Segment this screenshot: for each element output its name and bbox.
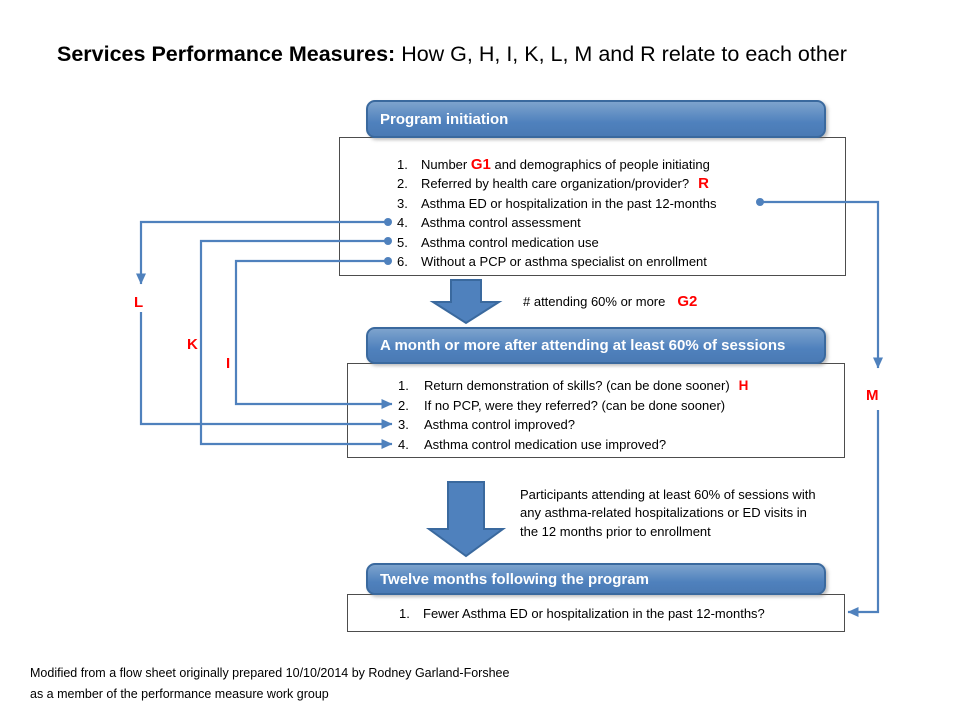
- measure-label-m: M: [866, 387, 879, 404]
- measure-label-k: K: [187, 336, 198, 353]
- footer-note: [30, 663, 509, 704]
- item-number: 4.: [398, 436, 409, 452]
- flow-arrow-1-text: # attending 60% or more: [523, 294, 666, 309]
- box1-header-bar: [366, 100, 826, 138]
- box3-twelve-months: [347, 594, 845, 632]
- measure-code-r: R: [698, 175, 709, 193]
- flow-arrow-2-icon: [429, 482, 503, 556]
- measure-code-g2: G2: [677, 293, 698, 310]
- list-item: [348, 376, 844, 396]
- flow-arrow-1-icon: [433, 280, 499, 323]
- page-title-bold: Services Performance Measures:: [57, 42, 396, 66]
- list-item: [348, 435, 844, 455]
- item-text: If no PCP, were they referred? (can be done sooner): [424, 397, 726, 413]
- measure-code-g1: G1: [470, 156, 491, 173]
- list-item: [340, 213, 845, 232]
- item-number: 2.: [398, 397, 409, 413]
- box1-header-title: Program initiation: [380, 110, 509, 128]
- list-item: [340, 194, 845, 213]
- item-number: 4.: [397, 215, 408, 231]
- page-title-rest: How G, H, I, K, L, M and R relate to each other: [395, 42, 847, 66]
- measure-code-h: H: [738, 378, 749, 393]
- flow-arrow-1-label: [523, 293, 697, 310]
- list-item: [348, 605, 844, 622]
- footer-line-1: Modified from a flow sheet originally prepared 10/10/2014 by Rodney Garland-Forshee: [30, 666, 510, 680]
- measure-label-i: I: [226, 355, 231, 372]
- item-text: [421, 155, 710, 174]
- list-item: [348, 415, 844, 435]
- item-text-pre: Referred by health care organization/provider?: [421, 176, 690, 192]
- list-item: [340, 155, 845, 174]
- box2-header-bar: [366, 327, 826, 364]
- measure-label-l: L: [134, 294, 144, 311]
- box2-header-title: A month or more after attending at least 60% of sessions: [380, 337, 786, 354]
- item-number: 3.: [397, 195, 408, 211]
- item-number: 1.: [398, 378, 409, 393]
- item-text: Asthma control medication use: [421, 234, 599, 250]
- item-text: Asthma control improved?: [424, 417, 576, 433]
- box2-after-sessions: [347, 363, 845, 458]
- list-item: [340, 252, 845, 271]
- list-item: [340, 174, 845, 193]
- footer-line-2: as a member of the performance measure work group: [30, 686, 329, 701]
- item-number: 1.: [397, 157, 408, 172]
- item-text: Asthma control medication use improved?: [424, 436, 667, 452]
- item-text: Asthma ED or hospitalization in the past 12-months: [421, 195, 717, 211]
- connector-m-lower: [848, 410, 878, 612]
- item-number: 2.: [397, 176, 408, 192]
- list-item: [348, 396, 844, 416]
- item-number: 3.: [398, 417, 409, 433]
- item-number: 6.: [397, 253, 408, 269]
- item-text: [424, 376, 748, 396]
- box3-header-title: Twelve months following the program: [380, 570, 649, 588]
- box3-header-bar: [366, 563, 826, 595]
- item-text-pre: Return demonstration of skills? (can be done sooner): [424, 378, 730, 393]
- item-text: Fewer Asthma ED or hospitalization in the past 12-months?: [423, 606, 765, 621]
- flow-arrow-2-label: Participants attending at least 60% of sessions with any asthma-related hospitalizations or ED visits in the 12 months prior to enrollment: [520, 487, 816, 539]
- list-item: [340, 233, 845, 252]
- page-title: [57, 42, 847, 67]
- item-text-post: and demographics of people initiating: [490, 157, 710, 172]
- item-text: Without a PCP or asthma specialist on enrollment: [421, 253, 707, 269]
- item-text: Asthma control assessment: [421, 215, 581, 231]
- box1-program-initiation: [339, 137, 846, 276]
- item-text: [421, 174, 709, 193]
- item-number: 5.: [397, 234, 408, 250]
- item-text-pre: Number: [421, 157, 471, 172]
- item-number: 1.: [399, 606, 410, 621]
